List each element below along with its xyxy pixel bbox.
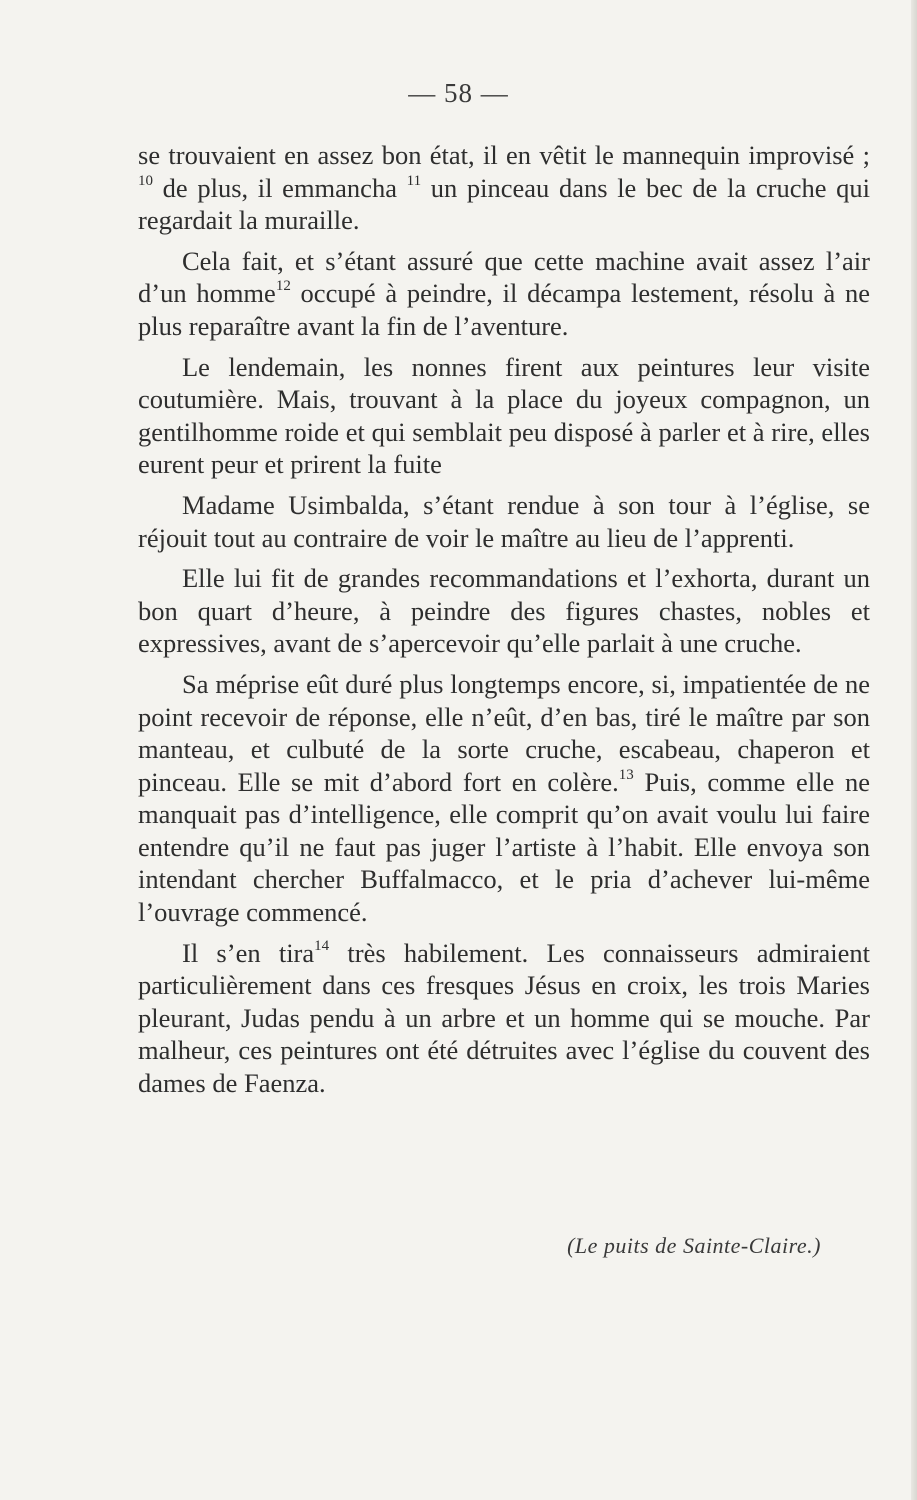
text-span: très habilement. Les connaisseurs admiraient particulièrement dans ces fresques Jésus en croix, les trois Maries pleurant, Judas pendu à un arbre et un homme qui se mouche. Par malheur, ces peintures ont été détruites avec l’église du couvent des dames de Faenza. [138, 937, 871, 1099]
text-span: Puis, comme elle ne manquait pas d’intelligence, elle comprit qu’on avait voulu lui faire entendre qu’il ne faut pas juger l’artiste à l’habit. Elle envoya son intendant chercher Buffalmacco, et le pria d’achever lui-même l’ouvrage commencé. [138, 766, 870, 928]
text-span: Il s’en tira [182, 937, 315, 968]
text-span: Cela fait, et s’étant assuré que cette machine avait assez l’air d’un homme [138, 245, 870, 309]
text-span: de plus, il emmancha [153, 172, 407, 203]
body-text [138, 139, 870, 1108]
page-edge [911, 0, 917, 1500]
footnote-ref-11: 11 [406, 172, 422, 189]
paragraph-1 [138, 139, 870, 237]
text-span: occupé à peindre, il décampa lestement, résolu à ne plus reparaître avant la fin de l’aventure. [138, 278, 870, 341]
text-span: se trouvaient en assez bon état, il en vêtit le mannequin improvisé ; [138, 140, 870, 170]
text-span: Le lendemain, les nonnes firent aux peintures leur visite coutumière. Mais, trouvant à la place du joyeux compagnon, un gentilhomme roide et qui semblait peu disposé à parler et à rire, elles eurent peur et prirent la fuite [138, 351, 870, 480]
footnote-ref-13: 13 [618, 766, 634, 783]
paragraph-4 [138, 489, 870, 554]
footnote-ref-12: 12 [275, 278, 291, 295]
paragraph-2 [138, 245, 870, 343]
paragraph-6 [138, 668, 870, 929]
paragraph-7 [138, 937, 870, 1100]
text-span: Sa méprise eût duré plus longtemps encore, si, impatientée de ne point recevoir de réponse, elle n’eût, d’en bas, tiré le maître par son manteau, et culbuté de la sorte cruche, escabeau, chaperon et pinceau. Elle se mit d’abord fort en colère. [138, 668, 870, 797]
footnote-ref-10: 10 [138, 172, 153, 189]
page-number: — 58 — [408, 78, 509, 108]
footnote-ref-14: 14 [314, 937, 330, 954]
text-span: un pinceau dans le bec de la cruche qui regardait la muraille. [138, 172, 871, 236]
source-citation: (Le puits de Sainte-Claire.) [567, 1233, 821, 1258]
text-span: Elle lui fit de grandes recommandations et l’exhorta, durant un bon quart d’heure, à peindre des figures chastes, nobles et expressives, avant de s’apercevoir qu’elle parlait à une cruche. [138, 563, 870, 659]
paragraph-5 [138, 562, 870, 660]
paragraph-3 [138, 351, 870, 481]
text-span: Madame Usimbalda, s’étant rendue à son tour à l’église, se réjouit tout au contraire de voir le maître au lieu de l’apprenti. [138, 489, 870, 553]
